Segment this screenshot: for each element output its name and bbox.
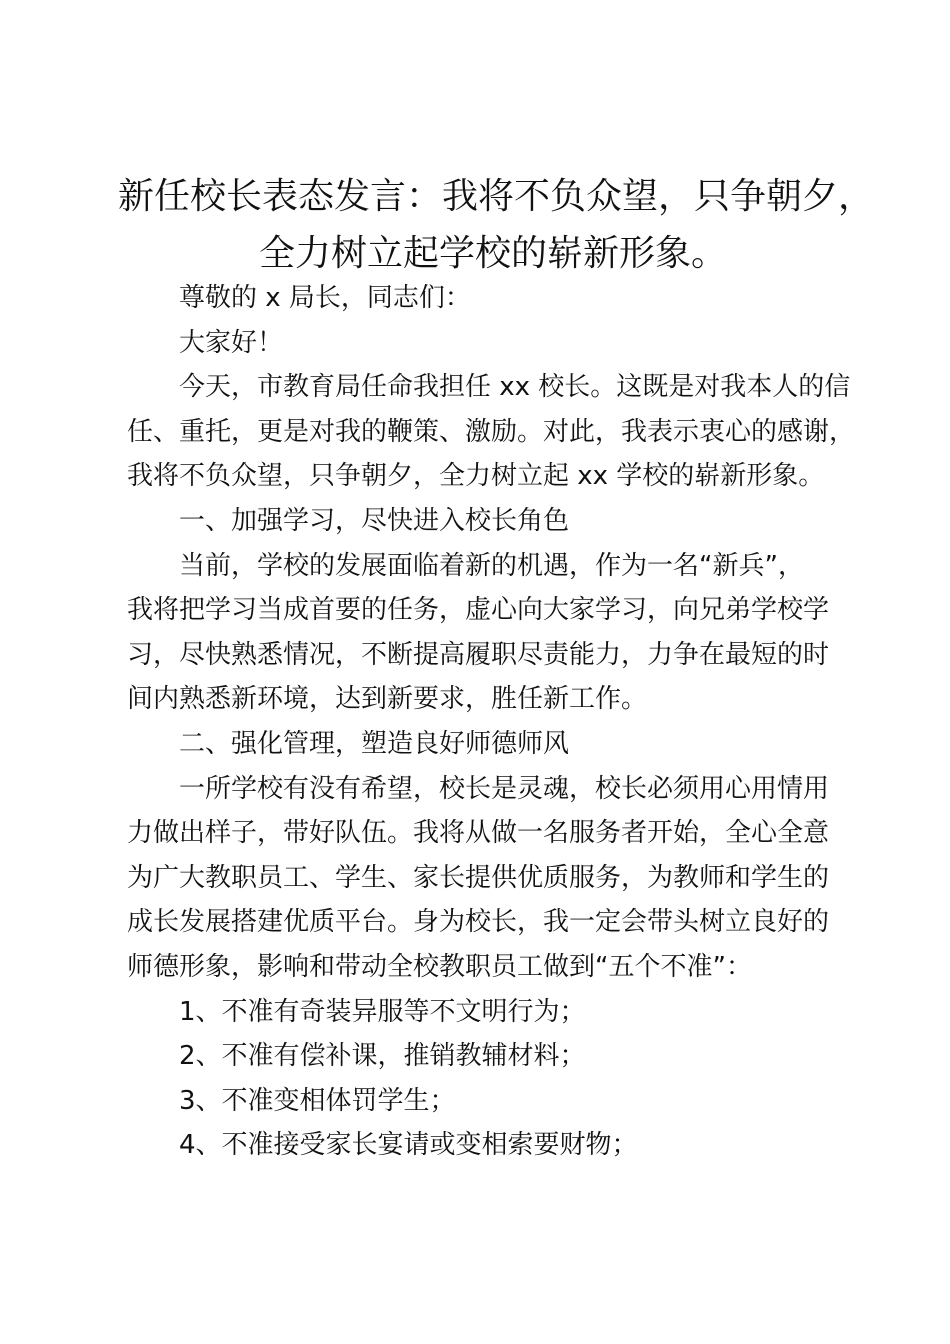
- section-2-heading: 二、强化管理，塑造良好师德师风: [179, 728, 570, 759]
- greeting: 大家好！: [179, 327, 284, 358]
- intro-line: 今天，市教育局任命我担任 xx 校长。这既是对我本人的信: [179, 372, 851, 403]
- section-1-line: 习，尽快熟悉情况，不断提高履职尽责能力，力争在最短的时: [127, 639, 830, 670]
- section-2-line: 成长发展搭建优质平台。身为校长，我一定会带头树立良好的: [127, 907, 830, 938]
- section-1-line: 当前，学校的发展面临着新的机遇，作为一名“新兵”，: [179, 550, 804, 581]
- section-2-line: 为广大教职员工、学生、家长提供优质服务，为教师和学生的: [127, 862, 830, 893]
- intro-line: 我将不负众望，只争朝夕，全力树立起 xx 学校的崭新形象。: [127, 461, 825, 492]
- title-line-1: 新任校长表态发言：我将不负众望，只争朝夕，: [118, 176, 875, 217]
- intro-line: 任、重托，更是对我的鞭策、激励。对此，我表示衷心的感谢，: [127, 416, 856, 447]
- salutation: 尊敬的 x 局长，同志们：: [179, 283, 471, 313]
- rule-item: 1、不准有奇装异服等不文明行为；: [179, 996, 586, 1027]
- section-2-paragraph: [127, 767, 837, 990]
- section-1-heading: 一、加强学习，尽快进入校长角色: [179, 505, 570, 536]
- section-1-line: 间内熟悉新环境，达到新要求，胜任新工作。: [127, 684, 648, 715]
- section-2-line: 力做出样子，带好队伍。我将从做一名服务者开始，全心全意: [127, 818, 830, 849]
- rules-list: [127, 990, 837, 1168]
- title-line-2: 全力树立起学校的崭新形象。: [258, 233, 727, 274]
- document-body: [127, 276, 856, 1168]
- section-1-line: 我将把学习当成首要的任务，虚心向大家学习，向兄弟学校学: [127, 595, 830, 626]
- rule-item: 3、不准变相体罚学生；: [179, 1085, 456, 1116]
- intro-paragraph: [127, 365, 856, 499]
- document-title: [118, 168, 875, 282]
- section-1-paragraph: [127, 544, 837, 722]
- rule-item: 2、不准有偿补课，推销教辅材料；: [179, 1041, 586, 1072]
- section-2-line: 一所学校有没有希望，校长是灵魂，校长必须用心用情用: [179, 773, 830, 804]
- rule-item: 4、不准接受家长宴请或变相索要财物；: [179, 1130, 638, 1161]
- section-2-line: 师德形象，影响和带动全校教职员工做到“五个不准”：: [127, 951, 752, 982]
